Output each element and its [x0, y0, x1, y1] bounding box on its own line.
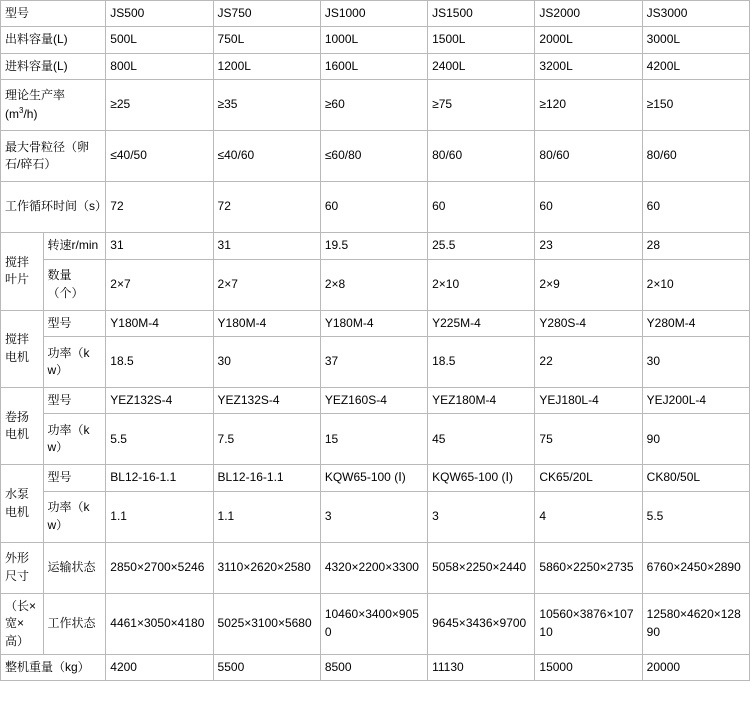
table-cell: 5058×2250×2440: [428, 542, 535, 593]
table-cell: 22: [535, 336, 642, 387]
table-row: [1, 233, 750, 259]
table-cell: 2×9: [535, 259, 642, 310]
row-label: 理论生产率 $(m^3/h)$: [1, 80, 106, 131]
table-cell: 10460×3400×9050: [320, 593, 427, 654]
row-sublabel: 型号: [43, 387, 106, 413]
table-cell: 80/60: [428, 131, 535, 182]
table-cell: 37: [320, 336, 427, 387]
table-cell: BL12-16-1.1: [106, 465, 213, 491]
table-row: [1, 310, 750, 336]
table-cell: 5025×3100×5680: [213, 593, 320, 654]
table-cell: 3: [320, 491, 427, 542]
table-cell: 11130: [428, 654, 535, 680]
table-cell: 60: [428, 182, 535, 233]
table-cell: ≥25: [106, 80, 213, 131]
table-row: [1, 654, 750, 680]
cell-model-0: JS500: [106, 1, 213, 27]
row-sublabel: 转速r/min: [43, 233, 106, 259]
table-cell: YEZ132S-4: [106, 387, 213, 413]
table-cell: 31: [106, 233, 213, 259]
row-label: 出料容量(L): [1, 27, 106, 53]
table-row: [1, 593, 750, 654]
row-group-label: 外形尺寸: [1, 542, 44, 593]
row-group-label: 水泵电机: [1, 465, 44, 542]
table-cell: 18.5: [106, 336, 213, 387]
table-cell: Y180M-4: [320, 310, 427, 336]
row-sublabel: 型号: [43, 465, 106, 491]
table-row: [1, 259, 750, 310]
table-cell: 10560×3876×10710: [535, 593, 642, 654]
row-label: 最大骨粒径（卵石/碎石）: [1, 131, 106, 182]
table-cell: 5.5: [642, 491, 749, 542]
table-cell: CK65/20L: [535, 465, 642, 491]
row-sublabel: 功率（kw）: [43, 491, 106, 542]
row-label: 进料容量(L): [1, 53, 106, 79]
table-cell: 72: [213, 182, 320, 233]
table-cell: 3200L: [535, 53, 642, 79]
table-cell: 1600L: [320, 53, 427, 79]
table-cell: 90: [642, 414, 749, 465]
table-cell: ≥150: [642, 80, 749, 131]
table-cell: YEZ180M-4: [428, 387, 535, 413]
table-row: [1, 465, 750, 491]
table-row: [1, 542, 750, 593]
table-cell: BL12-16-1.1: [213, 465, 320, 491]
table-cell: 45: [428, 414, 535, 465]
table-cell: 8500: [320, 654, 427, 680]
table-row: [1, 53, 750, 79]
table-cell: 2×8: [320, 259, 427, 310]
table-cell: 30: [213, 336, 320, 387]
row-group-label: 搅拌叶片: [1, 233, 44, 310]
table-cell: 25.5: [428, 233, 535, 259]
table-row: [1, 27, 750, 53]
row-sublabel: 功率（kw）: [43, 336, 106, 387]
row-sublabel: 型号: [43, 310, 106, 336]
table-cell: 75: [535, 414, 642, 465]
table-cell: 15000: [535, 654, 642, 680]
table-cell: 20000: [642, 654, 749, 680]
row-group-label: （长×宽×高）: [1, 593, 44, 654]
table-cell: 4320×2200×3300: [320, 542, 427, 593]
row-label-model: 型号: [1, 1, 106, 27]
table-cell: 23: [535, 233, 642, 259]
row-group-label: 搅拌电机: [1, 310, 44, 387]
table-cell: 2850×2700×5246: [106, 542, 213, 593]
table-cell: YEJ180L-4: [535, 387, 642, 413]
table-cell: 800L: [106, 53, 213, 79]
table-cell: 4: [535, 491, 642, 542]
table-cell: 6760×2450×2890: [642, 542, 749, 593]
table-cell: 4461×3050×4180: [106, 593, 213, 654]
table-cell: KQW65-100 (Ⅰ): [428, 465, 535, 491]
cell-model-1: JS750: [213, 1, 320, 27]
table-cell: 9645×3436×9700: [428, 593, 535, 654]
table-cell: 5860×2250×2735: [535, 542, 642, 593]
table-cell: 4200L: [642, 53, 749, 79]
table-row: [1, 414, 750, 465]
table-cell: ≤60/80: [320, 131, 427, 182]
table-cell: 15: [320, 414, 427, 465]
row-label: 整机重量（kg）: [1, 654, 106, 680]
table-cell: Y180M-4: [106, 310, 213, 336]
table-cell: YEJ200L-4: [642, 387, 749, 413]
table-cell: 80/60: [642, 131, 749, 182]
cell-model-5: JS3000: [642, 1, 749, 27]
table-cell: KQW65-100 (Ⅰ): [320, 465, 427, 491]
table-cell: YEZ160S-4: [320, 387, 427, 413]
table-row: [1, 387, 750, 413]
table-cell: 2×7: [106, 259, 213, 310]
table-cell: Y280M-4: [642, 310, 749, 336]
row-group-label: 卷扬电机: [1, 387, 44, 464]
table-cell: 2×10: [428, 259, 535, 310]
table-cell: ≤40/60: [213, 131, 320, 182]
table-cell: 60: [320, 182, 427, 233]
row-sublabel: 数量（个）: [43, 259, 106, 310]
table-cell: 2400L: [428, 53, 535, 79]
table-cell: ≤40/50: [106, 131, 213, 182]
table-cell: 72: [106, 182, 213, 233]
table-cell: 5500: [213, 654, 320, 680]
table-cell: 60: [642, 182, 749, 233]
table-cell: 500L: [106, 27, 213, 53]
table-row: [1, 182, 750, 233]
row-sublabel: 功率（kw）: [43, 414, 106, 465]
table-cell: CK80/50L: [642, 465, 749, 491]
table-cell: 31: [213, 233, 320, 259]
table-cell: 1.1: [106, 491, 213, 542]
table-cell: 7.5: [213, 414, 320, 465]
table-cell: YEZ132S-4: [213, 387, 320, 413]
table-cell: 3000L: [642, 27, 749, 53]
cell-model-2: JS1000: [320, 1, 427, 27]
table-cell: 3: [428, 491, 535, 542]
table-row: [1, 336, 750, 387]
table-cell: 60: [535, 182, 642, 233]
table-cell: 1500L: [428, 27, 535, 53]
table-cell: 1000L: [320, 27, 427, 53]
table-cell: 2000L: [535, 27, 642, 53]
row-sublabel: 工作状态: [43, 593, 106, 654]
table-cell: 750L: [213, 27, 320, 53]
table-cell: 19.5: [320, 233, 427, 259]
table-row: [1, 491, 750, 542]
table-cell: Y180M-4: [213, 310, 320, 336]
table-cell: 28: [642, 233, 749, 259]
table-cell: 2×10: [642, 259, 749, 310]
table-cell: 3110×2620×2580: [213, 542, 320, 593]
row-label: 工作循环时间（s）: [1, 182, 106, 233]
row-sublabel: 运输状态: [43, 542, 106, 593]
table-cell: ≥120: [535, 80, 642, 131]
table-row-model: [1, 1, 750, 27]
table-cell: 12580×4620×12890: [642, 593, 749, 654]
table-cell: 80/60: [535, 131, 642, 182]
table-row: [1, 131, 750, 182]
table-cell: ≥75: [428, 80, 535, 131]
table-cell: 18.5: [428, 336, 535, 387]
table-cell: 30: [642, 336, 749, 387]
table-cell: 1.1: [213, 491, 320, 542]
cell-model-3: JS1500: [428, 1, 535, 27]
table-cell: ≥60: [320, 80, 427, 131]
table-cell: ≥35: [213, 80, 320, 131]
table-cell: 5.5: [106, 414, 213, 465]
table-cell: 2×7: [213, 259, 320, 310]
table-row: [1, 80, 750, 131]
table-cell: Y280S-4: [535, 310, 642, 336]
table-cell: Y225M-4: [428, 310, 535, 336]
table-cell: 1200L: [213, 53, 320, 79]
table-cell: 4200: [106, 654, 213, 680]
cell-model-4: JS2000: [535, 1, 642, 27]
